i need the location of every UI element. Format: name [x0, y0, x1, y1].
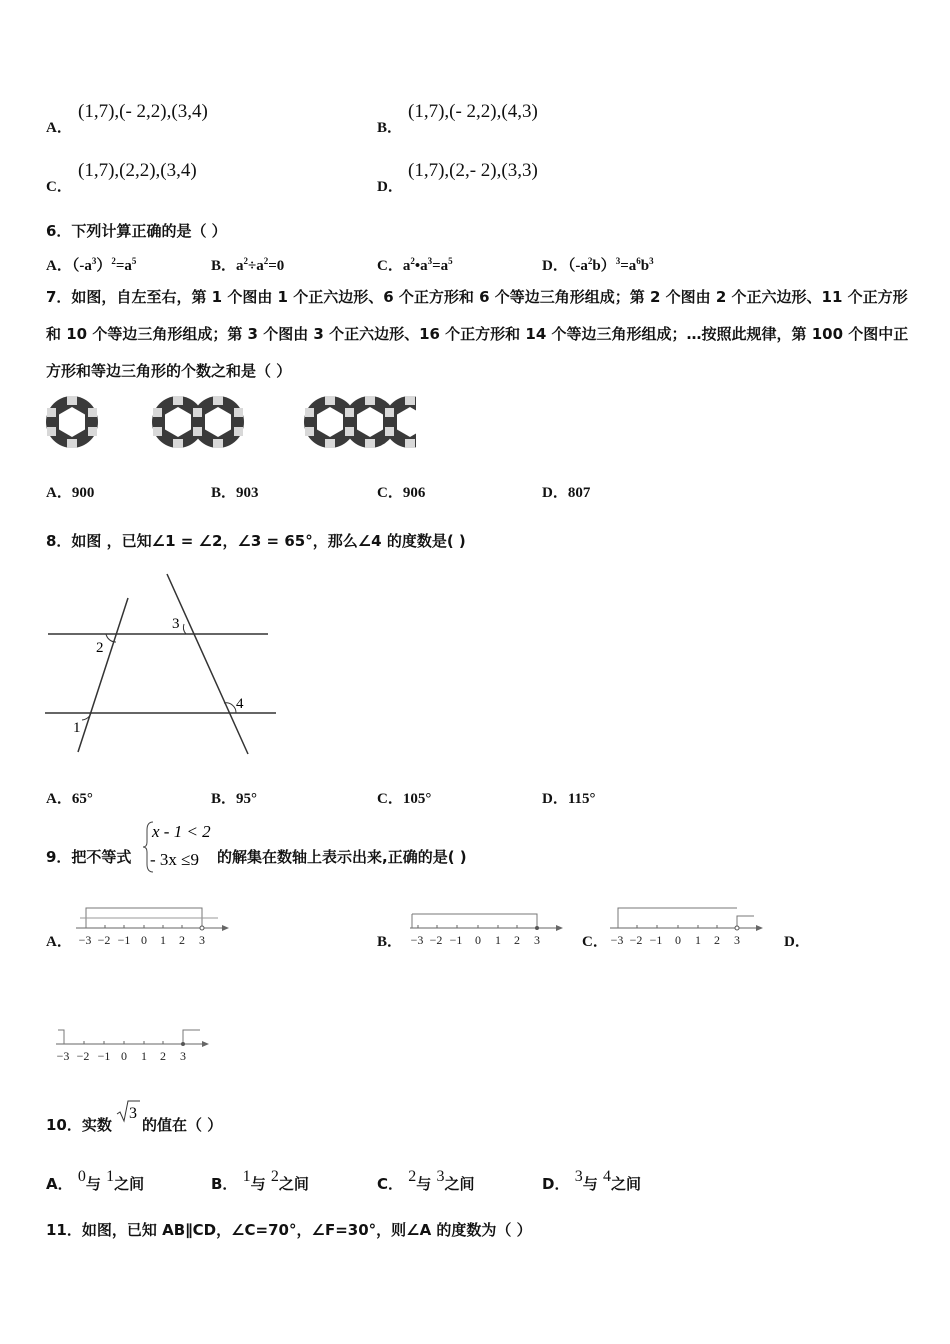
tick-label: −3 — [78, 933, 92, 947]
tick-label: −3 — [610, 933, 624, 947]
sqrt-radicand: 3 — [129, 1105, 137, 1122]
angle-label-4: 4 — [236, 696, 244, 712]
figure-1 — [46, 396, 98, 448]
q6-option-d: D．$(-a^2b)^3=a^6b^3$ — [542, 256, 654, 274]
q5-option-a-label: A． — [46, 120, 72, 136]
q9-option-d-label: D． — [784, 934, 810, 950]
left-transversal — [78, 598, 128, 752]
q10-option-a: A． 0与 1之间 — [46, 1168, 145, 1193]
q10-option-c: C． 2与 3之间 — [377, 1168, 475, 1193]
tick-label: 0 — [475, 933, 481, 947]
tick-label: 3 — [199, 933, 205, 947]
q10-option-b: B． 1与 2之间 — [211, 1168, 309, 1193]
tick-label: 0 — [675, 933, 681, 947]
q8-option-a: A．65° — [46, 791, 93, 807]
q9-stem-prefix: 9．把不等式 — [46, 848, 132, 866]
q6-option-a: A．$(-a^3)^2=a^5$ — [46, 256, 137, 274]
tick-label: 1 — [695, 933, 701, 947]
tick-label: 2 — [514, 933, 520, 947]
tick-label: 0 — [141, 933, 147, 947]
number-line-a — [72, 904, 232, 954]
q5-option-c-label: C． — [46, 179, 72, 195]
inequality-1: x - 1 < 2 — [152, 822, 211, 841]
q5-option-a-value: (1,7),(- 2,2),(3,4) — [78, 101, 208, 122]
tick-label: −1 — [649, 933, 663, 947]
sqrt-symbol — [115, 1098, 141, 1124]
tick-label: −1 — [97, 1049, 111, 1063]
q7-stem: 7．如图，自左至右，第 1 个图由 1 个正六边形、6 个正方形和 6 个等边三角形组成；第 2 个图由 2 个正六边形、11 个正方形和 10 个等边三角形组成；第 3 个图由 3 个正六边形、16 个正方形和 14 个等边三角形组成；…按照此规律，第 100 个图中正方形和等边三角形的个数之和是（ ） — [46, 288, 909, 380]
q5-option-b-value: (1,7),(- 2,2),(4,3) — [408, 101, 538, 122]
q8-option-c: C．105° — [377, 791, 432, 807]
q5-option-c-value: (1,7),(2,2),(3,4) — [78, 160, 197, 181]
q7-option-a: A．900 — [46, 485, 95, 501]
q7-option-d: D．807 — [542, 485, 591, 501]
tick-label: 1 — [141, 1049, 147, 1063]
q9-inequality-system — [141, 818, 217, 876]
tick-label: 3 — [180, 1049, 186, 1063]
tick-label: −3 — [56, 1049, 70, 1063]
tick-label: −2 — [97, 933, 111, 947]
figure-2 — [152, 396, 244, 448]
q9-option-a-label: A． — [46, 934, 72, 950]
q6-option-b: B．$a^2\div a^2=0$ — [211, 256, 285, 274]
tick-label: −1 — [449, 933, 463, 947]
q5-option-d-label: D． — [377, 179, 403, 195]
q9-option-c-label: C． — [582, 934, 608, 950]
tick-label: 2 — [179, 933, 185, 947]
q9-stem-suffix: 的解集在数轴上表示出来,正确的是( ) — [217, 848, 467, 866]
angle-label-2: 2 — [96, 640, 104, 656]
q7-option-b: B．903 — [211, 485, 259, 501]
tick-label: 1 — [160, 933, 166, 947]
number-line-d — [52, 1020, 212, 1070]
tick-label: 0 — [121, 1049, 127, 1063]
q8-option-b: B．95° — [211, 791, 258, 807]
q5-option-d-value: (1,7),(2,- 2),(3,3) — [408, 160, 538, 181]
q8-option-d: D．115° — [542, 791, 596, 807]
right-transversal — [167, 574, 248, 754]
number-line-b — [406, 904, 566, 954]
tick-label: −3 — [410, 933, 424, 947]
q10-stem-prefix: 10．实数 — [46, 1116, 112, 1134]
tick-label: −2 — [429, 933, 443, 947]
angle-3-arc — [183, 624, 186, 634]
q7-option-c: C．906 — [377, 485, 426, 501]
angle-label-3: 3 — [172, 616, 180, 632]
angle-label-1: 1 — [73, 720, 81, 736]
q8-stem: 8．如图 ，已知∠1 = ∠2，∠3 = 65°，那么∠4 的度数是( ) — [46, 532, 466, 550]
q10-stem-suffix: 的值在（ ） — [142, 1116, 223, 1134]
tick-label: −2 — [76, 1049, 90, 1063]
q9-option-b-label: B． — [377, 934, 403, 950]
tick-label: −2 — [629, 933, 643, 947]
figure-3 — [304, 396, 416, 448]
tick-label: −1 — [117, 933, 131, 947]
tick-label: 3 — [534, 933, 540, 947]
q6-stem: 6．下列计算正确的是（ ） — [46, 222, 227, 240]
q6-option-c: C．$a^2•a^3=a^5$ — [377, 256, 453, 274]
q5-option-b-label: B． — [377, 120, 403, 136]
q7-hexagon-figures — [44, 390, 416, 454]
number-line-c — [606, 904, 766, 954]
inequality-2: - 3x ≤9 — [150, 850, 199, 869]
q10-option-d: D． 3与 4之间 — [542, 1168, 641, 1193]
q11-stem: 11．如图，已知 AB∥CD，∠C=70°，∠F=30°，则∠A 的度数为（ ） — [46, 1221, 532, 1239]
tick-label: 2 — [160, 1049, 166, 1063]
tick-label: 2 — [714, 933, 720, 947]
tick-label: 3 — [734, 933, 740, 947]
q8-parallel-lines-figure — [40, 570, 285, 760]
tick-label: 1 — [495, 933, 501, 947]
